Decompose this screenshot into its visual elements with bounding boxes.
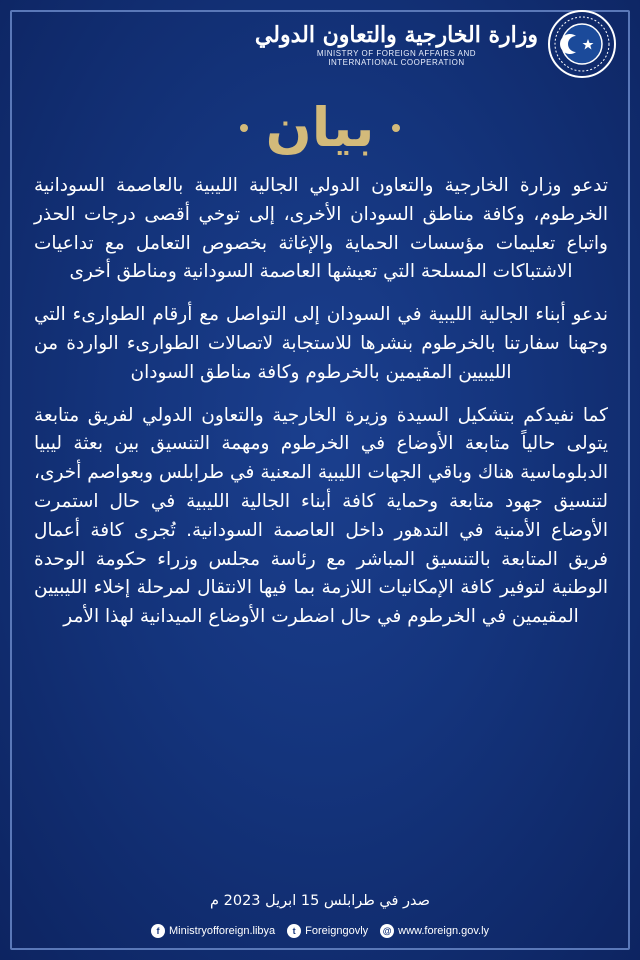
globe-icon: @ [380,924,394,938]
social-footer [0,920,640,942]
title-row [0,96,640,160]
twitter-handle: Foreigngovly [305,925,369,937]
ministry-name-arabic: وزارة الخارجية والتعاون الدولي [254,22,538,48]
paragraph-2: ندعو أبناء الجالية الليبية في السودان إلى التواصل مع أرقام الطوارىء التي وجهنا سفارتنا بالخرطوم بنشرها للاستجابة لاتصالات الطوارىء الواردة من الليبيين المقيمين بالخرطوم وكافة مناطق السودان [34,304,608,383]
ministry-header [178,4,618,84]
facebook-link[interactable] [151,924,275,938]
ministry-name-english: MINISTRY OF FOREIGN AFFAIRS AND INTERNATIONAL COOPERATION [316,49,477,67]
paragraph-1: تدعو وزارة الخارجية والتعاون الدولي الجالية الليبية بالعاصمة السودانية الخرطوم، وكافة مناطق السودان الأخرى، إلى توخي أقصى درجات الحذر واتباع تعليمات مؤسسات الحماية والإغاثة بخصوص التعامل مع تداعيات الاشتباكات المسلحة التي تعيشها العاصمة السودانية ومناطق أخرى [34,175,608,283]
twitter-icon: t [287,924,301,938]
facebook-icon: f [151,924,165,938]
paragraph-3: كما نفيدكم بتشكيل السيدة وزيرة الخارجية والتعاون الدولي لفريق متابعة يتولى حالياً متابعة الأوضاع في الخرطوم ومهمة التنسيق بين بعثة ليبيا الدبلوماسية هناك وباقي الجهات الليبية المعنية في طرابلس وبعواصم أخرى، لتنسيق جهود متابعة وحماية كافة أبناء الجالية الليبية في حال استمرت الأوضاع الأمنية في التدهور داخل العاصمة السودانية. تُجرى كافة أعمال فريق المتابعة بالتنسيق المباشر مع رئاسة مجلس وزراء حكومة الوحدة الوطنية لتوفير كافة الإمكانيات اللازمة بما فيها الانتقال لمرحلة إخلاء الليبيين المقيمين في الخرطوم في حال اضطرت الأوضاع الميدانية لهذا الأمر [34,404,608,628]
issued-date: صدر في طرابلس 15 ابريل 2023 م [210,893,430,909]
title-dot-right [392,124,400,132]
ministry-name-block [255,21,538,67]
ministry-emblem-icon [546,8,618,80]
facebook-handle: Ministryofforeign.libya [168,925,276,937]
title-dot-left [240,124,248,132]
website-link[interactable] [380,924,489,938]
statement-body [34,172,608,646]
page-title: بيان [265,96,375,159]
twitter-link[interactable] [287,924,368,938]
website-url: www.foreign.gov.ly [398,925,490,937]
